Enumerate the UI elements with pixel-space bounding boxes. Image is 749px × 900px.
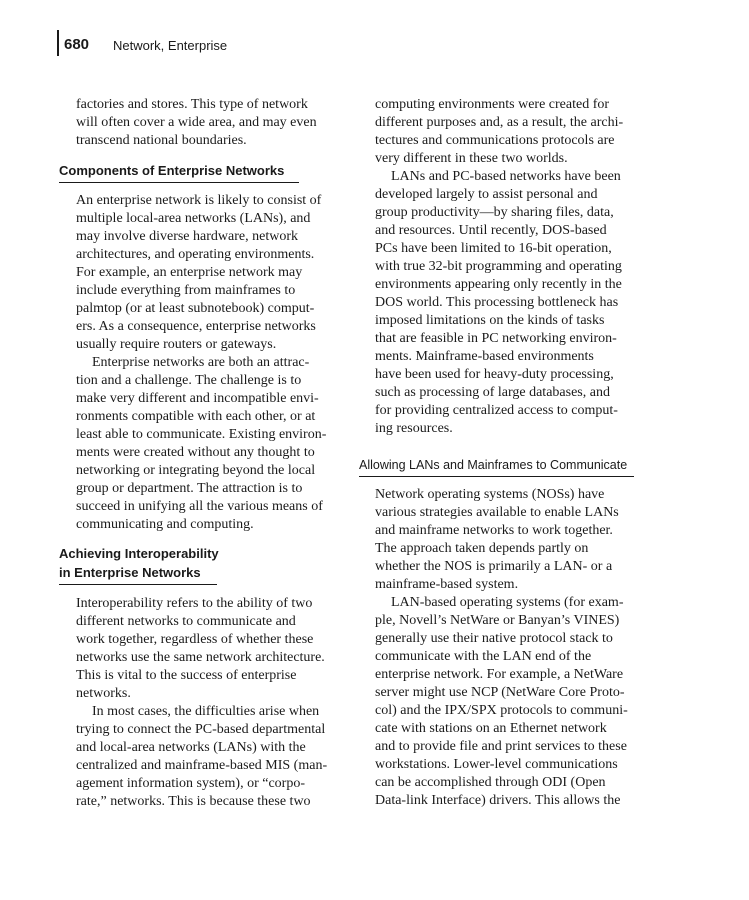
text-line: work together, regardless of whether these [76,632,314,647]
text-line: networks use the same network architecture. [76,650,325,665]
text-line: computing environments were created for [375,97,610,112]
text-line: ments were created without any thought to [76,445,315,460]
text-line: can be accomplished through ODI (Open [375,775,606,790]
text-line: mainframe-based system. [375,577,519,592]
text-line: communicating and computing. [76,517,254,532]
right-paragraph-lan-based [375,594,628,810]
text-line: For example, an enterprise network may [76,265,303,280]
text-line: factories and stores. This type of network [76,97,308,112]
text-line: Enterprise networks are both an attrac- [92,355,310,370]
text-line: In most cases, the difficulties arise when [92,704,320,719]
text-line: usually require routers or gateways. [76,337,277,352]
text-line: Interoperability refers to the ability of two [76,596,313,611]
left-paragraph-attraction [76,354,326,534]
text-line: transcend national boundaries. [76,133,247,148]
text-line: generally use their native protocol stack to [375,631,613,646]
text-line: group productivity—by sharing files, data, [375,205,614,220]
text-line: Data-link Interface) drivers. This allows the [375,793,621,808]
text-line: palmtop (or at least subnotebook) comput- [76,301,315,316]
text-line: whether the NOS is primarily a LAN- or a [375,559,613,574]
section-heading-interoperability-2: in Enterprise Networks [59,565,201,580]
text-line: include everything from mainframes to [76,283,296,298]
text-line: imposed limitations on the kinds of tasks [375,313,605,328]
text-line: for providing centralized access to comput- [375,403,618,418]
text-line: succeed in unifying all the various means of [76,499,323,514]
text-line: workstations. Lower-level communications [375,757,618,772]
text-line: environments appearing only recently in the [375,277,622,292]
left-paragraph-interoperability [76,595,325,703]
text-line: least able to communicate. Existing environ- [76,427,327,442]
text-line: and local-area networks (LANs) with the [76,740,306,755]
text-line: networks. [76,686,131,701]
header-rule [57,30,59,56]
right-paragraph-lans [375,168,622,438]
text-line: tectures and communications protocols are [375,133,615,148]
text-line: with true 32-bit programming and operating [375,259,622,274]
left-paragraph-difficulties [76,703,327,811]
text-line: architectures, and operating environments. [76,247,315,262]
page-number: 680 [64,36,90,53]
subsection-heading-lans-mainframes: Allowing LANs and Mainframes to Communicate [359,458,628,472]
text-line: cate with stations on an Ethernet network [375,721,607,736]
text-line: multiple local-area networks (LANs), and [76,211,311,226]
text-line: networking or integrating beyond the local [76,463,316,478]
text-line: rate,” networks. This is because these two [76,794,311,809]
text-line: different purposes and, as a result, the archi- [375,115,624,130]
text-line: group or department. The attraction is to [76,481,303,496]
left-paragraph-intro [76,96,317,150]
text-line: may involve diverse hardware, network [76,229,298,244]
text-line: ing resources. [375,421,453,436]
text-line: col) and the IPX/SPX protocols to communi- [375,703,628,718]
text-line: LAN-based operating systems (for exam- [391,595,624,610]
text-line: tion and a challenge. The challenge is to [76,373,302,388]
section-heading-interoperability-1: Achieving Interoperability [59,546,219,561]
text-line: An enterprise network is likely to consist of [76,193,322,208]
text-line: DOS world. This processing bottleneck has [375,295,619,310]
text-line: ments. Mainframe-based environments [375,349,594,364]
section-rule [359,476,634,477]
text-line: and to provide file and print services to these [375,739,627,754]
text-line: enterprise network. For example, a NetWare [375,667,624,682]
text-line: ple, Novell’s NetWare or Banyan’s VINES) [375,613,620,628]
text-line: centralized and mainframe-based MIS (man- [76,758,328,773]
section-rule [59,584,217,585]
text-line: have been used for heavy-duty processing, [375,367,614,382]
text-line: ronments compatible with each other, or at [76,409,316,424]
text-line: agement information system), or “corpo- [76,776,305,791]
left-paragraph-components [76,192,321,354]
text-line: server might use NCP (NetWare Core Proto- [375,685,625,700]
text-line: and resources. Until recently, DOS-based [375,223,607,238]
text-line: make very different and incompatible envi- [76,391,319,406]
text-line: trying to connect the PC-based departmental [76,722,326,737]
text-line: Network operating systems (NOSs) have [375,487,605,502]
text-line: different networks to communicate and [76,614,296,629]
right-paragraph-nos [375,486,619,594]
text-line: The approach taken depends partly on [375,541,589,556]
text-line: communicate with the LAN end of the [375,649,592,664]
section-heading-components: Components of Enterprise Networks [59,163,285,178]
text-line: very different in these two worlds. [375,151,568,166]
text-line: and mainframe networks to work together. [375,523,613,538]
text-line: will often cover a wide area, and may even [76,115,317,130]
text-line: various strategies available to enable LANs [375,505,619,520]
text-line: PCs have been limited to 16-bit operation, [375,241,612,256]
text-line: such as processing of large databases, and [375,385,610,400]
text-line: LANs and PC-based networks have been [391,169,621,184]
running-head: Network, Enterprise [113,38,228,53]
text-line: developed largely to assist personal and [375,187,598,202]
text-line: that are feasible in PC networking environ- [375,331,617,346]
right-paragraph-environments [375,96,623,168]
text-line: This is vital to the success of enterprise [76,668,297,683]
text-line: ers. As a consequence, enterprise networks [76,319,316,334]
section-rule [59,182,299,183]
